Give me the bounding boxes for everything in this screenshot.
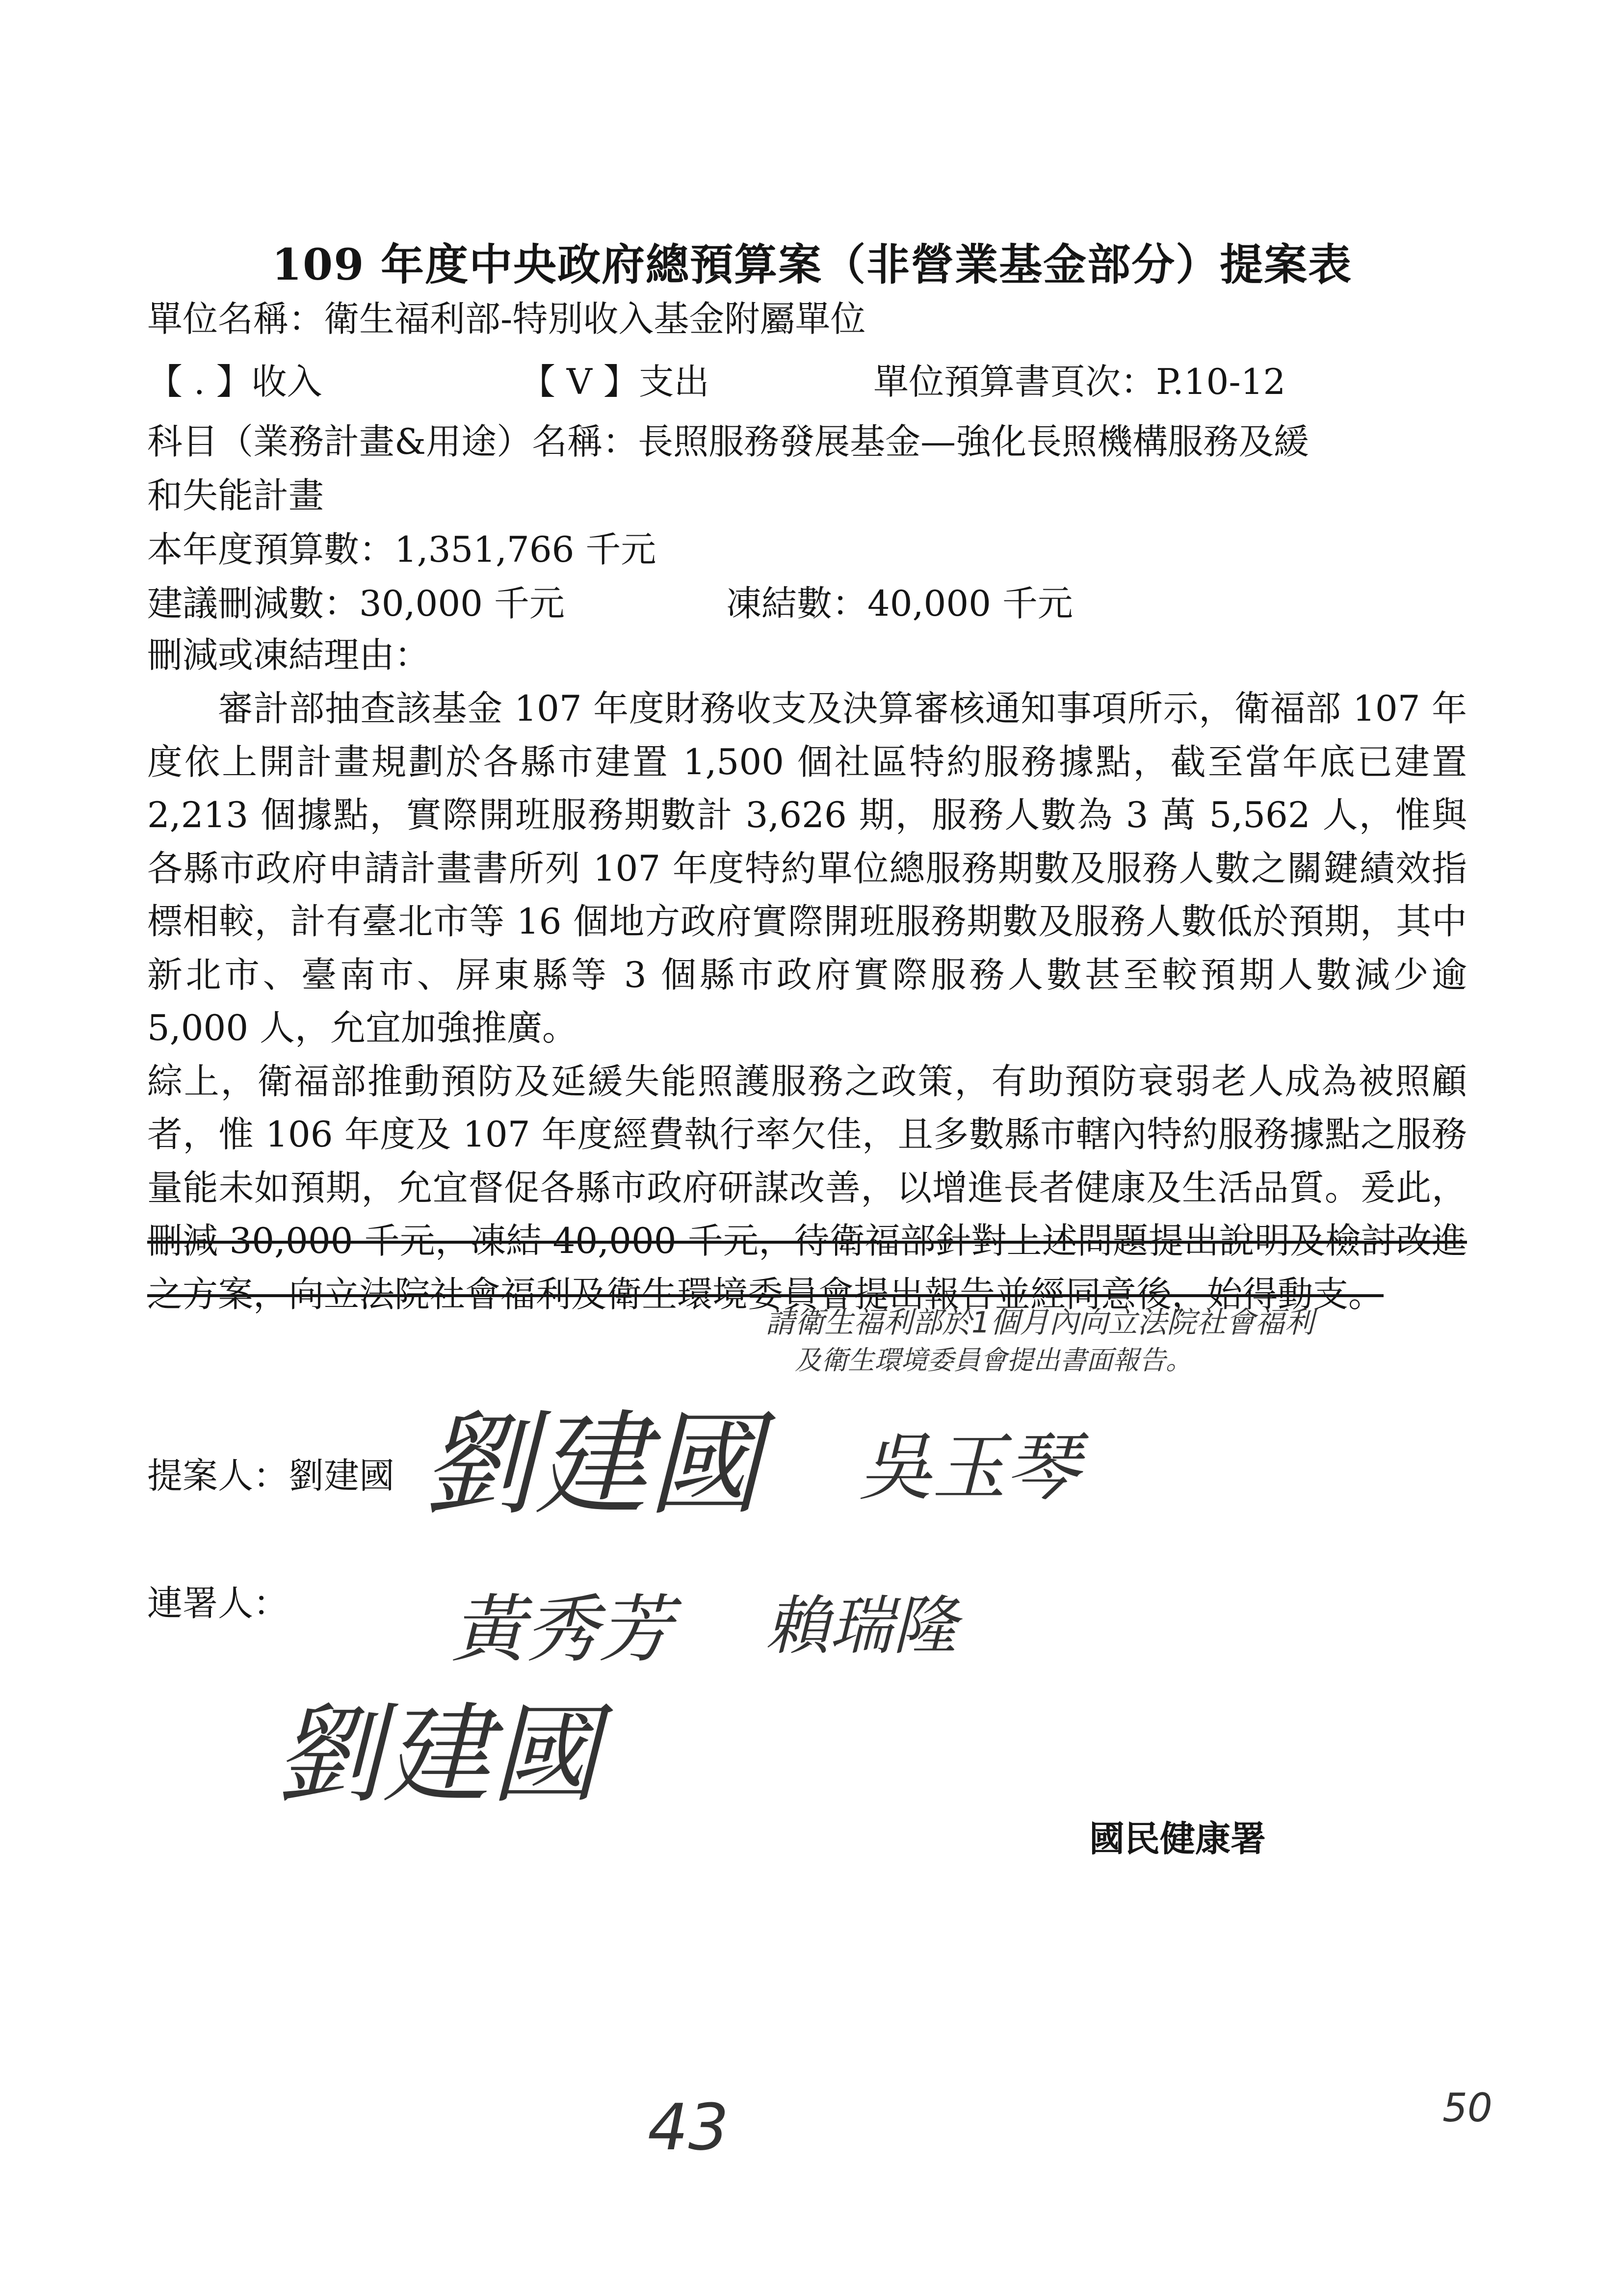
subject-name-line1: 科目（業務計畫&用途）名稱：長照服務發展基金—強化長照機構服務及緩: [147, 421, 1310, 462]
income-checkbox: 【 . 】收入: [147, 361, 322, 402]
proposer-label: 提案人：劉建國: [147, 1455, 395, 1496]
document-title: 109 年度中央政府總預算案（非營業基金部分）提案表: [271, 239, 1353, 290]
unit-name: 單位名稱：衛生福利部-特別收入基金附屬單位: [147, 298, 866, 339]
reason-paragraph-1: 審計部抽查該基金 107 年度財務收支及決算審核通知事項所示，衛福部 107 年度依上開計畫規劃於各縣市建置 1,500 個社區特約服務據點，截至當年底已建置 2,213 個據點，實際開班服務期數計 3,626 期，服務人數為 3 萬 5,562 人，惟與各縣市政府申請計畫書所列 107 年度特約單位總服務期數及服務人數之關鍵績效指標相較，計有臺北市等 16 個地方政府實際開班服務期數及服務人數低於預期，其中新北市、臺南市、屏東縣等 3 個縣市政府實際服務人數甚至較預期人數減少逾 5,000 人，允宜加強推廣。: [147, 688, 1467, 1048]
signature-proposer: 劉建國: [422, 1400, 760, 1531]
subject-name-line2: 和失能計畫: [147, 475, 324, 516]
budget-page-reference: 單位預算書頁次：P.10-12: [873, 361, 1286, 402]
handwritten-insert-line1: 請衛生福利部於1個月內向立法院社會福利: [765, 1305, 1314, 1340]
annual-budget: 本年度預算數：1,351,766 千元: [147, 529, 656, 570]
conclusion-text: 綜上，衛福部推動預防及延緩失能照護服務之政策，有助預防衰弱老人成為被照顧者，惟 106 年度及 107 年度經費執行率欠佳，且多數縣市轄內特約服務據點之服務量能未如預期，允宜督促各縣市政府研謀改善，以增進長者健康及生活品質。爰此，: [147, 1060, 1467, 1208]
signature-cosigner-1: 吳玉琴: [859, 1425, 1080, 1511]
reason-label: 刪減或凍結理由：: [147, 634, 430, 676]
frozen-amount: 凍結數：40,000 千元: [726, 583, 1073, 624]
handwritten-insert-line2: 及衛生環境委員會提出書面報告。: [795, 1345, 1192, 1376]
expense-checkbox: 【 V 】支出: [520, 361, 709, 402]
page-number-handwritten-right: 50: [1442, 2085, 1493, 2131]
page-number-handwritten-left: 43: [648, 2090, 729, 2165]
signature-cosigner-2: 黃秀芳: [451, 1587, 673, 1672]
signature-cosigner-4: 劉建國: [275, 1692, 599, 1818]
struck-out-text: 刪減 30,000 千元，凍結 40,000 千元，待衛福部針對上述問題提出說明及檢討改進之方案，向立法院社會福利及衛生環境委員會提出報告並經同意後，始得動支。: [147, 1220, 1467, 1315]
signature-cosigner-3: 賴瑞隆: [765, 1589, 957, 1663]
office-stamp: 國民健康署: [1089, 1818, 1266, 1859]
proposed-cut: 建議刪減數：30,000 千元: [147, 583, 565, 624]
reason-body: [147, 682, 1467, 1321]
cosigner-label: 連署人：: [147, 1583, 289, 1624]
reason-paragraph-2: [147, 1055, 1467, 1321]
